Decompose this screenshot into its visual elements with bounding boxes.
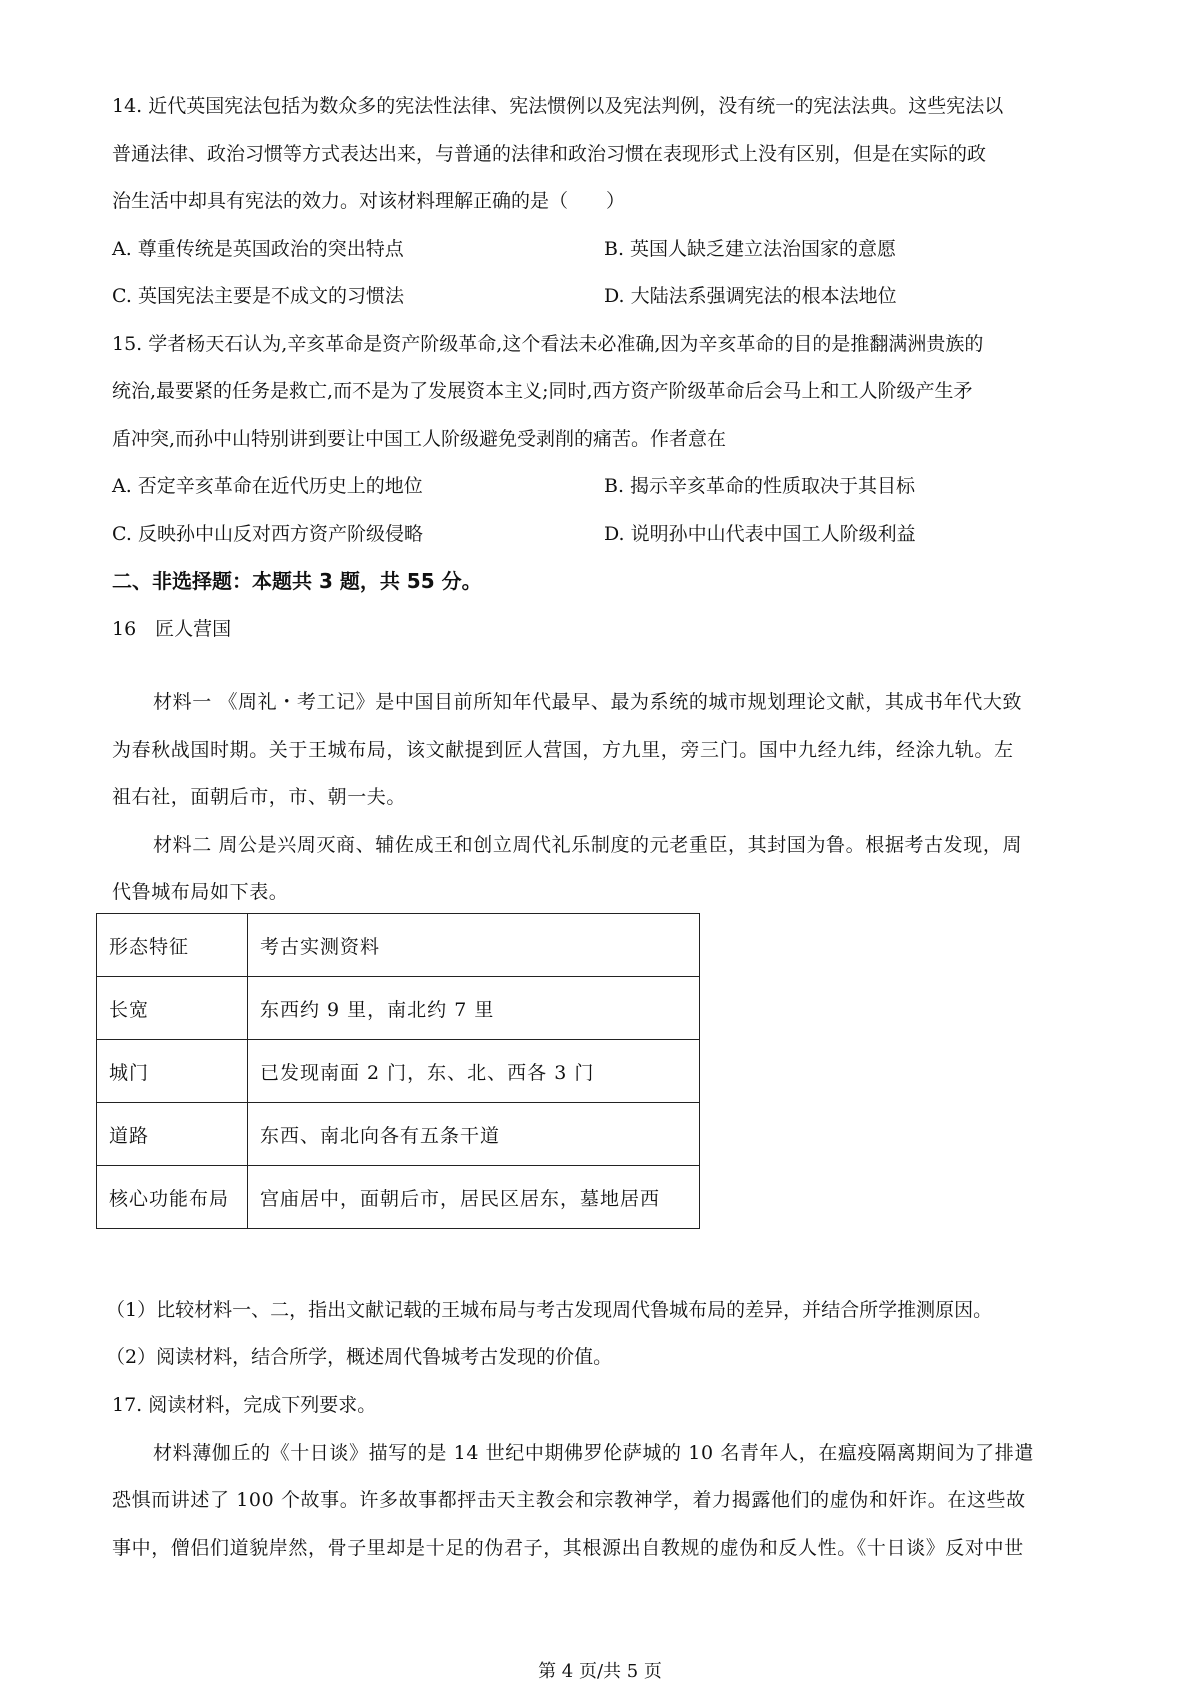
table-cell: 考古实测资料: [248, 914, 700, 977]
q17-material-line-1: 材料薄伽丘的《十日谈》描写的是 14 世纪中期佛罗伦萨城的 10 名青年人，在瘟疫隔离期间为了排遣: [153, 1442, 1034, 1464]
table-row: [97, 914, 700, 977]
q16-material2-line-1: 材料二 周公是兴周灭商、辅佐成王和创立周代礼乐制度的元老重臣，其封国为鲁。根据考古发现，周: [153, 834, 1023, 856]
table-row: [97, 1166, 700, 1229]
table-cell: 形态特征: [97, 914, 248, 977]
table-cell: 城门: [97, 1040, 248, 1103]
table-cell: 道路: [97, 1103, 248, 1166]
q14-option-a: A. 尊重传统是英国政治的突出特点: [112, 238, 404, 260]
table-row: [97, 1040, 700, 1103]
q16-subquestion-2: （2）阅读材料，结合所学，概述周代鲁城考古发现的价值。: [106, 1346, 613, 1368]
table-cell: 已发现南面 2 门，东、北、西各 3 门: [248, 1040, 700, 1103]
section-heading: 二、非选择题：本题共 3 题，共 55 分。: [112, 569, 482, 593]
q14-stem-line-3: 治生活中却具有宪法的效力。对该材料理解正确的是（ ）: [112, 190, 626, 212]
q17-title: 17. 阅读材料，完成下列要求。: [112, 1394, 377, 1416]
q14-option-c: C. 英国宪法主要是不成文的习惯法: [112, 285, 404, 307]
table-row: [97, 977, 700, 1040]
q16-material1-line-1: 材料一 《周礼・考工记》是中国目前所知年代最早、最为系统的城市规划理论文献，其成书年代大致: [153, 691, 1023, 713]
page-number: 第 4 页/共 5 页: [538, 1661, 662, 1682]
table-cell: 东西、南北向各有五条干道: [248, 1103, 700, 1166]
q15-stem-line-3: 盾冲突,而孙中山特别讲到要让中国工人阶级避免受剥削的痛苦。作者意在: [112, 428, 727, 450]
table-cell: 长宽: [97, 977, 248, 1040]
q14-stem-line-2: 普通法律、政治习惯等方式表达出来，与普通的法律和政治习惯在表现形式上没有区别，但是在实际的政: [112, 143, 987, 165]
q15-option-c: C. 反映孙中山反对西方资产阶级侵略: [112, 523, 423, 545]
q14-option-b: B. 英国人缺乏建立法治国家的意愿: [604, 238, 897, 260]
table-cell: 宫庙居中，面朝后市，居民区居东，墓地居西: [248, 1166, 700, 1229]
q16-subquestion-1: （1）比较材料一、二，指出文献记载的王城布局与考古发现周代鲁城布局的差异，并结合所学推测原因。: [106, 1299, 993, 1321]
q17-material-line-2: 恐惧而讲述了 100 个故事。许多故事都抨击天主教会和宗教神学，着力揭露他们的虚伪和奸诈。在这些故: [112, 1489, 1026, 1511]
q16-material1-line-2: 为春秋战国时期。关于王城布局，该文献提到匠人营国，方九里，旁三门。国中九经九纬，经涂九轨。左: [112, 739, 1014, 761]
q15-option-a: A. 否定辛亥革命在近代历史上的地位: [112, 475, 423, 497]
q15-stem-line-1: 15. 学者杨天石认为,辛亥革命是资产阶级革命,这个看法未必准确,因为辛亥革命的目的是推翻满洲贵族的: [112, 333, 984, 355]
table-cell: 核心功能布局: [97, 1166, 248, 1229]
q15-option-b: B. 揭示辛亥革命的性质取决于其目标: [604, 475, 916, 497]
q15-option-d: D. 说明孙中山代表中国工人阶级利益: [604, 523, 916, 545]
lu-city-layout-table: [96, 913, 700, 1229]
q16-material2-line-2: 代鲁城布局如下表。: [112, 881, 289, 903]
q14-stem-line-1: 14. 近代英国宪法包括为数众多的宪法性法律、宪法惯例以及宪法判例，没有统一的宪法法典。这些宪法以: [112, 95, 1004, 117]
q14-option-d: D. 大陆法系强调宪法的根本法地位: [604, 285, 897, 307]
q15-stem-line-2: 统治,最要紧的任务是救亡,而不是为了发展资本主义;同时,西方资产阶级革命后会马上和工人阶级产生矛: [112, 380, 973, 402]
table-row: [97, 1103, 700, 1166]
q17-material-line-3: 事中，僧侣们道貌岸然，骨子里却是十足的伪君子，其根源出自教规的虚伪和反人性。《十日谈》反对中世: [112, 1537, 1024, 1559]
q16-title: 16 匠人营国: [112, 618, 232, 640]
table-cell: 东西约 9 里，南北约 7 里: [248, 977, 700, 1040]
q16-material1-line-3: 祖右社，面朝后市，市、朝一夫。: [112, 786, 407, 808]
